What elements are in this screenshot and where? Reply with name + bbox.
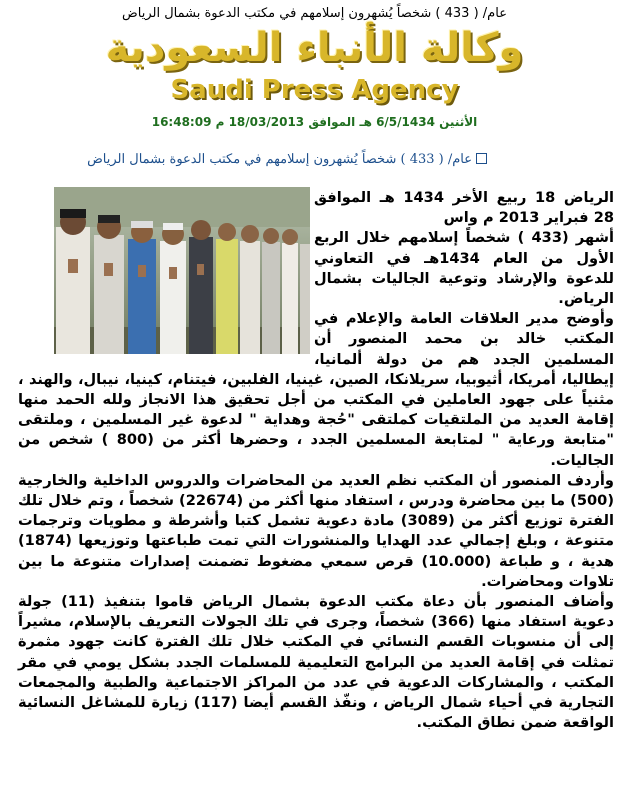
article-paragraph: وأوضح مدير العلاقات العامة والإعلام في المكتب خالد بن محمد المنصور أن المسلمين الجدد هم من دولة ألمانيا، إيطاليا، أمريكا، أثيوبيا، سريلانكا، الصين، غينيا، الفلبين، فيتنام، كينيا، نيبال، والهند ، مثنياً على جهود العاملين في المكتب من أجل تحقيق هذا الانجاز ولله الحمد منها إقامة العديد من الملتقيات كملتقى "حُجة وهداية " لدعوة غير المسلمين ، وملتقى "متابعة ورعاية " لمتابعة المسلمين الجدد ، وحضرها أكثر من (800 ) شخص من الجاليات. bbox=[18, 310, 614, 469]
article-paragraph: الرياض 18 ربيع الأخر 1434 هـ الموافق 28 فبراير 2013 م واس bbox=[314, 189, 614, 227]
article-paragraph: وأردف المنصور أن المكتب نظم العديد من المحاضرات والدروس الداخلية والخارجية (500) ما بين محاضرة ودرس ، استفاد منها أكثر من (22674) شخصاً ، وتم خلال تلك الفترة توزيع أكثر من (3089) مادة دعوية تشمل كتبا وأشرطة و مطويات وترجمات متنوعة ، وبلغ إجمالي عدد الهدايا والمنشورات التي تمت طباعتها وتوزيعها (1874) هدية ، و طباعة (10.000) قرص سمعي مضغوط تضمنت إصدارات متنوعة ما بين تلاوات ومحاضرات. bbox=[18, 471, 614, 590]
article-paragraph: وأضاف المنصور بأن دعاة مكتب الدعوة بشمال الرياض قاموا بتنفيذ (11) جولة دعوية استفاد منها (366) شخصاً، وجرى في تلك الجولات التعريف بالإسلام، مشيراً إلى أن منسوبات القسم النسائي في المكتب خلال تلك الفترة كانت جهود مثمرة تمثلت في إقامة العديد من البرامج التعليمية للمسلمات الجدد بشكل يومي في مقر المكتب ، والمشاركات الدعوية في عدد من المراكز الاجتماعية والطبية والمجمعات التجارية في أحياء شمال الرياض ، ونفّذ القسم أيضا (117) زيارة للمشاغل النسائية الواقعة ضمن نطاق المكتب. bbox=[18, 593, 615, 732]
article-body bbox=[18, 188, 614, 733]
article-dateline: الأثنين 6/5/1434 هـ الموافق 18/03/2013 م 16:48:09 bbox=[151, 115, 478, 129]
agency-logo-arabic: وكالة الأنباء السعودية bbox=[105, 25, 524, 71]
page-top-title: عام/ ( 433 ) شخصاً يُشهرون إسلامهم في مكتب الدعوة بشمال الرياض bbox=[122, 6, 507, 21]
agency-logo-english: Saudi Press Agency bbox=[170, 75, 459, 105]
photo-spacer bbox=[18, 188, 314, 356]
checkbox-icon bbox=[476, 153, 487, 164]
article-paragraph: أشهر (433 ) شخصاً إسلامهم خلال الربع الأول من العام 1434هـ في التعاوني للدعوة والإرشاد وتوعية الجاليات بشمال الرياض. bbox=[314, 229, 614, 308]
article-headline-text: عام/ ( 433 ) شخصاً يُشهرون إسلامهم في مكتب الدعوة بشمال الرياض bbox=[87, 152, 472, 167]
article-headline[interactable] bbox=[87, 152, 487, 167]
